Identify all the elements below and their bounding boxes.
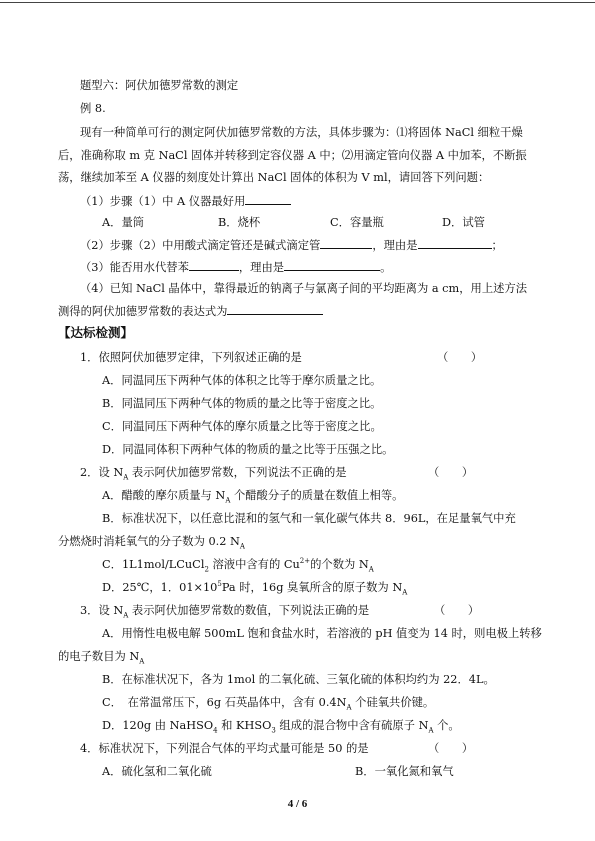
- subscript: 2: [204, 565, 209, 574]
- section-header: 【达标检测】: [58, 325, 134, 340]
- answer-blank[interactable]: [245, 193, 291, 205]
- option-text: Pa 时，16g 臭氧所含的原子数为 N: [221, 581, 403, 594]
- header-rule: [0, 2, 595, 3]
- superscript: 2+: [299, 557, 311, 566]
- intro-line-3: 荡，继续加苯至 A 仪器的刻度处计算出 NaCl 固体的体积为 V ml，请回答下列问题：: [58, 171, 490, 184]
- answer-blank[interactable]: [320, 237, 372, 249]
- option-text: 的个数为 N: [310, 558, 369, 571]
- p1-option-a: A．同温同压下两种气体的体积之比等于摩尔质量之比。: [102, 374, 382, 387]
- answer-blank[interactable]: [284, 259, 380, 271]
- answer-paren[interactable]: （ ）: [437, 351, 483, 364]
- option-text: 的电子数目为 N: [58, 650, 140, 663]
- intro-line-2: 后，准确称取 m 克 NaCl 固体并转移到定容仪器 A 中；⑵用滴定管向仪器 A 中加苯，不断振: [58, 149, 527, 162]
- question-4-line-1: （4）已知 NaCl 晶体中，靠得最近的钠离子与氯离子间的平均距离为 a cm，用上述方法: [80, 282, 528, 295]
- p3-option-c: [102, 695, 434, 711]
- subscript: A: [402, 588, 408, 597]
- p4-option-a: A．硫化氢和二氧化硫: [102, 765, 212, 778]
- option-text: 组成的混合物中含有硫原子 N: [275, 719, 429, 732]
- p3-option-d: [102, 718, 460, 734]
- option-text: A．醋酸的摩尔质量与 N: [102, 489, 226, 502]
- question-3-reason-label: ，理由是: [238, 261, 285, 274]
- subscript: A: [368, 565, 374, 574]
- question-4-line-2: [58, 303, 323, 320]
- p1-option-b: B．同温同压下两种气体的物质的量之比等于密度之比。: [102, 397, 382, 410]
- punctuation: ；: [491, 239, 503, 252]
- question-2: [80, 237, 503, 254]
- option-text: 分燃烧时消耗氧气的分子数为 0.2 N: [58, 535, 240, 548]
- option-text: D．25℃，1．01×10: [102, 581, 218, 594]
- p2-option-a: [102, 488, 403, 504]
- question-3: [80, 259, 391, 276]
- p3-option-b: B．在标准状况下，各为 1mol 的二氧化硫、三氧化硫的体积均约为 22．4L。: [102, 673, 495, 686]
- question-1: [80, 193, 291, 210]
- option-text: 和 KHSO: [217, 719, 272, 732]
- question-3-text: （3）能否用水代替苯: [80, 261, 189, 274]
- example-label: 例 8.: [80, 102, 106, 115]
- stem-text: 2．设 N: [80, 466, 124, 479]
- option-text: 个。: [433, 719, 460, 732]
- p4-option-b: B．一氧化氮和氧气: [355, 765, 454, 778]
- p1-option-d: D．同温同体积下两种气体的物质的量之比等于压强之比。: [102, 443, 394, 456]
- p1-option-c: C．同温同压下两种气体的摩尔质量之比等于密度之比。: [102, 420, 382, 433]
- p2-option-b-line-2: [58, 534, 245, 550]
- stem-text: 3．设 N: [80, 604, 124, 617]
- subscript: 4: [213, 726, 218, 735]
- p2-option-b-line-1: B．标准状况下，以任意比混和的氢气和一氧化碳气体共 8．96L，在足量氧气中充: [102, 512, 516, 525]
- problem-2-stem: [80, 465, 347, 481]
- q1-option-a: A．量筒: [102, 216, 145, 229]
- option-text: C．1L1mol/LCuCl: [102, 558, 205, 571]
- problem-1-stem: 1．依照阿伏加德罗定律，下列叙述正确的是: [80, 351, 302, 364]
- subscript: A: [346, 703, 352, 712]
- answer-blank[interactable]: [418, 237, 492, 249]
- option-text: C． 在常温常压下，6g 石英晶体中，含有 0.4N: [102, 696, 347, 709]
- subscript: A: [239, 542, 245, 551]
- intro-line-1: 现有一种简单可行的测定阿伏加德罗常数的方法，具体步骤为：⑴将固体 NaCl 细粒干燥: [80, 126, 523, 139]
- stem-text: 表示阿伏加德罗常数的数值，下列说法正确的是: [128, 604, 370, 617]
- punctuation: 。: [380, 261, 392, 274]
- option-text: D．120g 由 NaHSO: [102, 719, 214, 732]
- option-text: 个硅氧共价键。: [351, 696, 435, 709]
- option-text: 个醋酸分子的质量在数值上相等。: [230, 489, 404, 502]
- q1-option-c: C．容量瓶: [330, 216, 384, 229]
- question-4-text: 测得的阿伏加德罗常数的表达式为: [58, 305, 228, 318]
- question-2-reason-label: ，理由是: [372, 239, 418, 252]
- option-text: 溶液中含有的 Cu: [208, 558, 300, 571]
- answer-paren[interactable]: （ ）: [428, 466, 474, 479]
- section6-title: 题型六：阿伏加德罗常数的测定: [80, 79, 239, 92]
- superscript: 5: [217, 580, 222, 589]
- answer-blank[interactable]: [227, 303, 323, 315]
- subscript: 3: [271, 726, 276, 735]
- problem-3-stem: [80, 603, 369, 619]
- q1-option-b: B．烧杯: [218, 216, 261, 229]
- p2-option-d: [102, 580, 407, 596]
- p3-option-a-line-2: [58, 649, 144, 665]
- subscript: A: [139, 657, 145, 666]
- subscript: A: [428, 726, 434, 735]
- p2-option-c: [102, 557, 374, 573]
- page-number: 4 / 6: [287, 798, 308, 810]
- answer-paren[interactable]: （ ）: [434, 604, 480, 617]
- problem-4-stem: 4．标准状况下，下列混合气体的平均式量可能是 50 的是: [80, 742, 369, 755]
- p3-option-a-line-1: A．用惰性电极电解 500mL 饱和食盐水时，若溶液的 pH 值变为 14 时，则电极上转移: [102, 627, 542, 640]
- stem-text: 表示阿伏加德罗常数，下列说法不正确的是: [128, 466, 347, 479]
- q1-option-d: D．试管: [442, 216, 485, 229]
- subscript: A: [225, 496, 231, 505]
- question-2-text: （2）步骤（2）中用酸式滴定管还是碱式滴定管: [80, 239, 321, 252]
- subscript: A: [123, 473, 129, 482]
- subscript: A: [123, 611, 129, 620]
- answer-blank[interactable]: [189, 259, 239, 271]
- question-1-text: （1）步骤（1）中 A 仪器最好用: [80, 195, 246, 208]
- answer-paren[interactable]: （ ）: [428, 742, 474, 755]
